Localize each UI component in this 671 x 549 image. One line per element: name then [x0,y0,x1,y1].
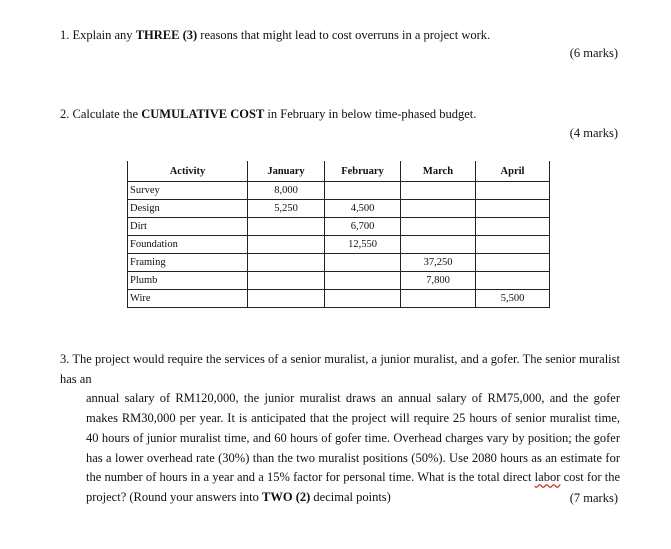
table-row [128,272,550,290]
q3-spellcheck-word: labor [534,470,561,485]
table-row [128,254,550,272]
table-cell [476,236,550,254]
table-row [128,182,550,200]
q3-tail-text: decimal points) [310,489,391,504]
q2-text-suffix: in February in below time-phased budget. [264,107,477,121]
table-row [128,200,550,218]
activity-cell: Plumb [128,272,248,290]
q3-body-text-2: cost for the project? (Round your answers into [86,470,621,504]
table-cell [248,272,325,290]
table-cell [401,200,476,218]
table-cell: 7,800 [401,272,476,290]
table-cell [325,182,401,200]
table-header-row [128,161,550,182]
q3-body [60,389,620,507]
table-cell: 37,250 [401,254,476,272]
activity-cell: Design [128,200,248,218]
q3-body-text: annual salary of RM120,000, the junior muralist draws an annual salary of RM75,000, and the gofer makes RM30,000 per year. It is anticipated that the project will require 25 hours of senior muralist time, 40 hours of junior muralist time, and 60 hours of gofer time. Overhead charges vary by position; the gofer has a lower overhead rate (30%) than the two muralist positions (50%). Use 2080 hours as an estimate for the number of hours in a year and a 15% factor for personal time. What is the total direct [86,391,620,485]
activity-cell: Dirt [128,218,248,236]
table-cell [401,182,476,200]
table-cell [476,254,550,272]
table-cell [476,218,550,236]
q3-bold-text: TWO (2) [262,489,311,504]
q1-marks: (6 marks) [569,46,618,60]
q3-first-line: 3. The project would require the services of a senior muralist, a junior muralist, and a gofer. The senior muralist has an [60,352,620,386]
question-1 [60,28,490,43]
table-row [128,236,550,254]
q1-bold-text: THREE (3) [135,28,198,42]
header-march: March [401,161,476,182]
q1-text-suffix: reasons that might lead to cost overruns in a project work. [197,28,491,42]
table-row [128,218,550,236]
table-cell: 5,500 [476,290,550,308]
activity-cell: Survey [128,182,248,200]
table-cell [325,290,401,308]
q2-text-prefix: 2. Calculate the [60,107,142,121]
activity-cell: Wire [128,290,248,308]
activity-cell: Foundation [128,236,248,254]
table-cell: 5,250 [248,200,325,218]
time-phased-budget-table [127,161,550,308]
question-3 [60,350,620,508]
table-cell [248,236,325,254]
table-cell [325,272,401,290]
table-cell: 8,000 [248,182,325,200]
table-cell [401,290,476,308]
q1-text-prefix: 1. Explain any [60,28,136,42]
table-cell [248,218,325,236]
q3-marks: (7 marks) [569,491,618,505]
table-cell [476,200,550,218]
table-cell [248,254,325,272]
table-cell [401,236,476,254]
table-cell: 4,500 [325,200,401,218]
header-february: February [325,161,401,182]
q2-marks: (4 marks) [569,126,618,140]
table-cell [401,218,476,236]
q2-bold-text: CUMULATIVE COST [141,107,265,121]
table-cell [248,290,325,308]
table-row [128,290,550,308]
header-april: April [476,161,550,182]
table-cell: 12,550 [325,236,401,254]
table-cell: 6,700 [325,218,401,236]
header-activity: Activity [128,161,248,182]
header-january: January [248,161,325,182]
table-cell [476,272,550,290]
table-cell [476,182,550,200]
activity-cell: Framing [128,254,248,272]
question-2 [60,107,476,122]
table-cell [325,254,401,272]
